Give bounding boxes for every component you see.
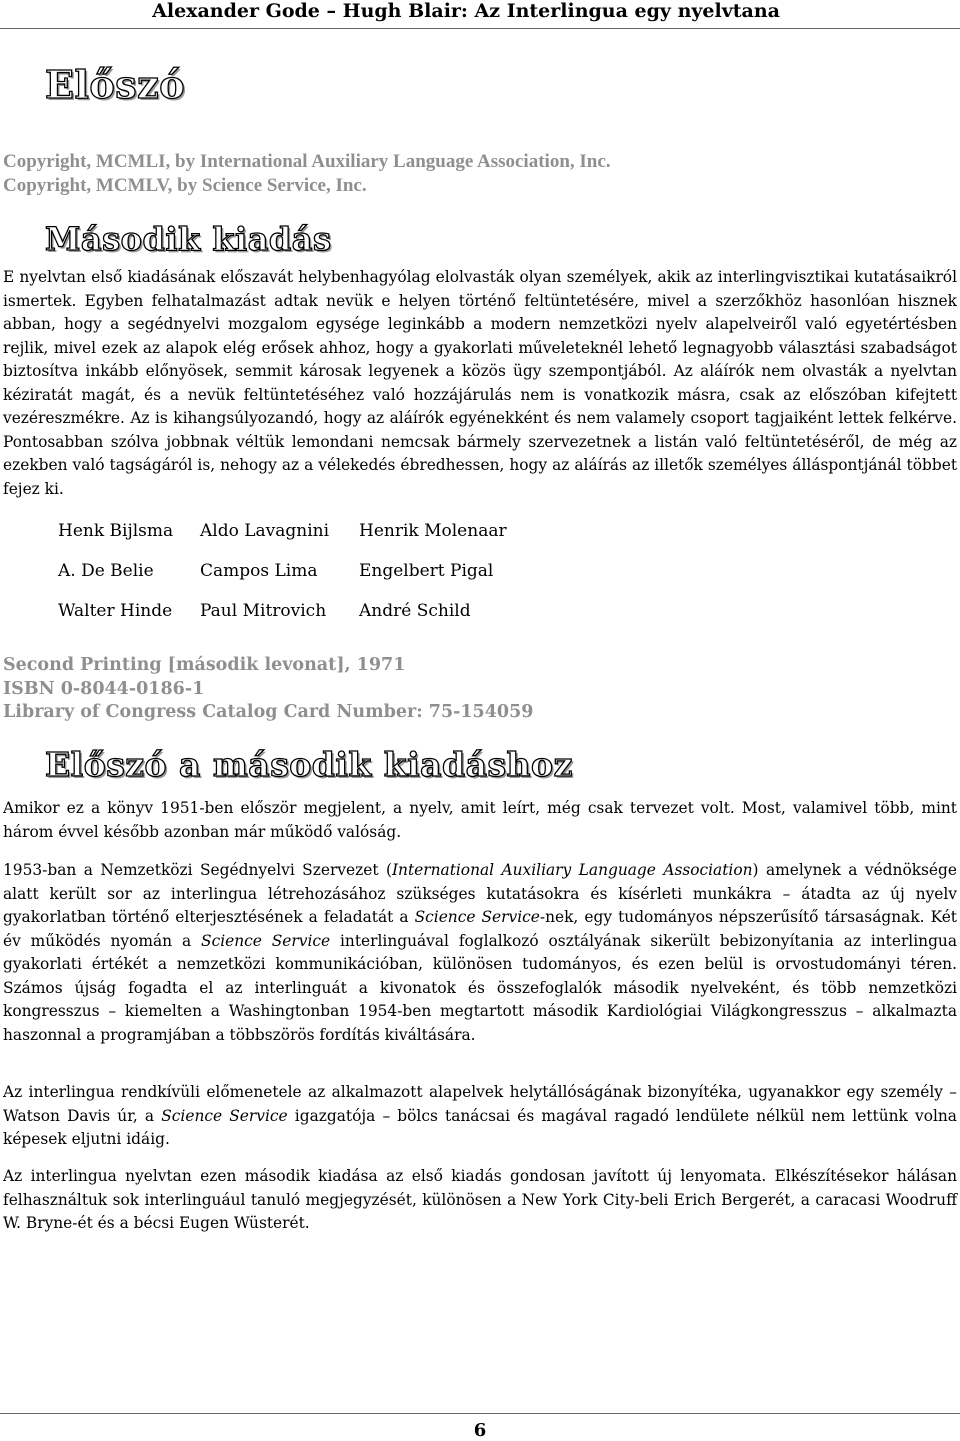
text-run: ) amelynek a védnöksége alatt került sor az interlingua létrehozásához szükséges kutatásokra és kísérleti munkákra – átadta az új nyelv gyakorlatban történő elterjesztésének a feladatát a (3, 861, 958, 926)
signatories-row (58, 591, 530, 631)
isbn-line: ISBN 0-8044-0186-1 (3, 678, 205, 699)
second-edition-paragraph: E nyelvtan első kiadásának előszavát helybenhagyólag elolvasták olyan személyek, akik az interlingvisztikai kutatásaikról ismertek. Egyben felhatalmazást adtak nevük e helyen történő feltüntetésére, mivel a szerzőkhöz hasonlóan hisznek abban, hogy a segédnyelvi mozgalom egysége leginkább a modern nemzetközi nyelv alapelveiről való egyetértésben rejlik, mivel ezek az alapok elég erősek ahhoz, hogy a gyakorlati műveleteknél lehető legnagyobb választási szabadságot biztosítva inkább előnyösek, semmit károsak legyenek a közös ügy szempontjából. Az aláírók nem olvasták a nyelvtan kéziratát magát, és a nevük feltüntetéséhez való hozzájárulás nem is vonatkozik másra, csak az előszóban kifejtett vezéreszmékre. Az is kihangsúlyozandó, hogy az aláírók egyénekként és nem valamely csoport tagjaiként lettek felkérve. Pontosabban szólva jobbnak véltük lemondani nemcsak bármely szervezetnek a listán való feltüntetéséről, de még az ezekben való tagságáról is, nehogy az a vélekedés ébredhessen, hogy az aláírás az illetők személyes álláspontjánál többet fejez ki. (3, 268, 957, 498)
printing-line: Second Printing [második levonat], 1971 (3, 655, 406, 675)
copyright-block (3, 150, 611, 198)
foreword-paragraph: Amikor ez a könyv 1951-ben először megjelent, a nyelv, amit leírt, még csak tervezet volt. Most, valamivel több, mint három évvel később azonban már működő valóság. (3, 799, 957, 841)
running-header: Alexander Gode – Hugh Blair: Az Interlingua egy nyelvtana (152, 0, 780, 22)
heading-foreword: Előszó (45, 62, 186, 107)
copyright-line: Copyright, MCMLI, by International Auxiliary Language Association, Inc. (3, 151, 611, 172)
signatory-name: Walter Hinde (58, 601, 173, 621)
italic-term: Science Service (201, 931, 331, 950)
italic-term: Science Service (161, 1106, 288, 1125)
signatory-name: Engelbert Pigal (359, 561, 494, 581)
heading-foreword-second-edition: Előszó a második kiadáshoz (45, 745, 573, 784)
catalog-number-line: Library of Congress Catalog Card Number: 75-154059 (3, 702, 534, 722)
foreword-paragraph (3, 1081, 957, 1152)
signatory-name: Aldo Lavagnini (200, 521, 330, 541)
signatory-name: Paul Mitrovich (200, 601, 327, 621)
italic-term: International Auxiliary Language Association (391, 861, 753, 879)
signatory-name: Campos Lima (200, 561, 318, 581)
heading-second-edition: Második kiadás (45, 220, 332, 258)
signatories-row (58, 511, 530, 551)
text-run: 1953-ban a Nemzetközi Segédnyelvi Szervezet ( (3, 861, 392, 879)
signatory-name: Henrik Molenaar (359, 521, 507, 541)
text-run: igazgatója – bölcs tanácsai és magával ragadó lendülete nélkül nem lettünk volna képesek eljutni idáig. (3, 1106, 957, 1148)
footer-divider (0, 1413, 960, 1414)
italic-term: Science Service (414, 908, 540, 926)
header-divider (0, 28, 960, 29)
copyright-line: Copyright, MCMLV, by Science Service, Inc. (3, 175, 367, 196)
foreword-paragraph (3, 859, 957, 1047)
signatories-table (58, 511, 530, 631)
text-run: Az interlingua rendkívüli előmenetele az alkalmazott alapelvek helytállóságának bizonyítéka, ugyanakkor egy személy – Watson Davis úr, a (3, 1083, 957, 1125)
page-number: 6 (473, 1420, 487, 1441)
signatory-name: A. De Belie (58, 561, 154, 581)
foreword-paragraph: Az interlingua nyelvtan ezen második kiadása az első kiadás gondosan javított új lenyomata. Elkészítésekor hálásan felhasználtuk sok interlinguául tanuló megjegyzését, különösen a New York City-beli Erich Bergerét, a caracasi Woodruff W. Bryne-ét és a bécsi Eugen Wüsterét. (3, 1167, 957, 1232)
text-run: -nek, egy tudományos népszerűsítő társaságnak. Két év működés nyomán a (3, 908, 957, 950)
signatory-name: André Schild (359, 601, 471, 621)
printing-info-block (3, 654, 533, 725)
signatory-name: Henk Bijlsma (58, 521, 174, 541)
text-run: interlinguával foglalkozó osztályának sikerült bebizonyítania az interlingua gyakorlati értékét a nemzetközi kommunikációban, különösen tudományos, és ezen belül is orvostudományi téren. Számos újság fogadta el az interlinguát a kivonatok és összefoglalók második nyelveként, és több nemzetközi kongresszus – kiemelten a Washingtonban 1954-ben megtartott második Kardiológiai Világkongresszus – alkalmazta haszonnal a programjában a többszörös fordítás kiváltására. (3, 931, 958, 1044)
signatories-row (58, 551, 530, 591)
